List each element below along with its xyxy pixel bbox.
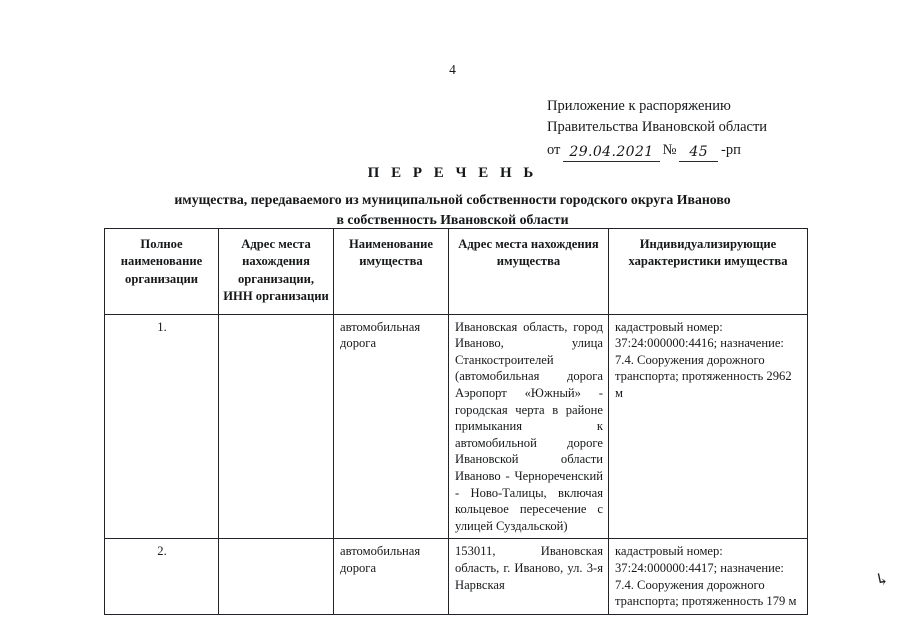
table-header-property-name: Наименование имущества xyxy=(334,229,449,315)
appendix-block xyxy=(547,96,877,161)
appendix-date-number-line xyxy=(547,140,877,161)
date-label: от xyxy=(547,142,561,159)
appendix-line-1: Приложение к распоряжению xyxy=(547,98,731,114)
row-org-address xyxy=(219,539,334,614)
document-title: П Е Р Е Ч Е Н Ь xyxy=(367,165,538,181)
row-property-name: автомобильная дорога xyxy=(334,314,449,539)
table-header-property-address: Адрес места нахождения имущества xyxy=(449,229,609,315)
number-label: № xyxy=(662,142,677,159)
date-value-handwritten: 29.04.2021 xyxy=(563,145,659,162)
row-property-address: 153011, Ивановская область, г. Иваново, ул. 3-я Нарвская xyxy=(449,539,609,614)
table-header-org-address: Адрес места нахождения организации, ИНН организации xyxy=(219,229,334,315)
appendix-line-2: Правительства Ивановской области xyxy=(547,119,768,136)
document-subtitle-line-2: в собственность Ивановской области xyxy=(336,212,569,227)
table-row xyxy=(105,314,808,539)
margin-mark-icon: ↳ xyxy=(872,568,891,592)
row-characteristics: кадастровый номер: 37:24:000000:4416; назначение: 7.4. Сооружения дорожного транспорта; протяженность 2962 м xyxy=(609,314,808,539)
row-number: 1. xyxy=(105,314,219,539)
property-table xyxy=(104,228,808,615)
table-header-row xyxy=(105,229,808,315)
row-number: 2. xyxy=(105,539,219,614)
table-row xyxy=(105,539,808,614)
number-value-handwritten: 45 xyxy=(679,145,718,162)
table-header-characteristics: Индивидуализирующие характеристики имущества xyxy=(609,229,808,315)
row-org-address xyxy=(219,314,334,539)
row-property-address: Ивановская область, город Иваново, улица Станкостроителей (автомобильная дорога Аэропорт «Южный» - городская черта в районе примыкания к автомобильной дороге Ивановской области Иваново - Чернореченский - Ново-Талицы, включая кольцевое пересечение с улицей Суздальской) xyxy=(449,314,609,539)
row-property-name: автомобильная дорога xyxy=(334,539,449,614)
table-header-org-name: Полное наименование организации xyxy=(105,229,219,315)
number-suffix: -рп xyxy=(721,142,741,159)
document-subtitle xyxy=(0,190,905,230)
row-characteristics: кадастровый номер: 37:24:000000:4417; назначение: 7.4. Сооружения дорожного транспорта; протяженность 179 м xyxy=(609,539,808,614)
page-number: 4 xyxy=(449,62,456,77)
title-block xyxy=(0,165,905,230)
document-subtitle-line-1: имущества, передаваемого из муниципальной собственности городского округа Иваново xyxy=(174,192,731,207)
